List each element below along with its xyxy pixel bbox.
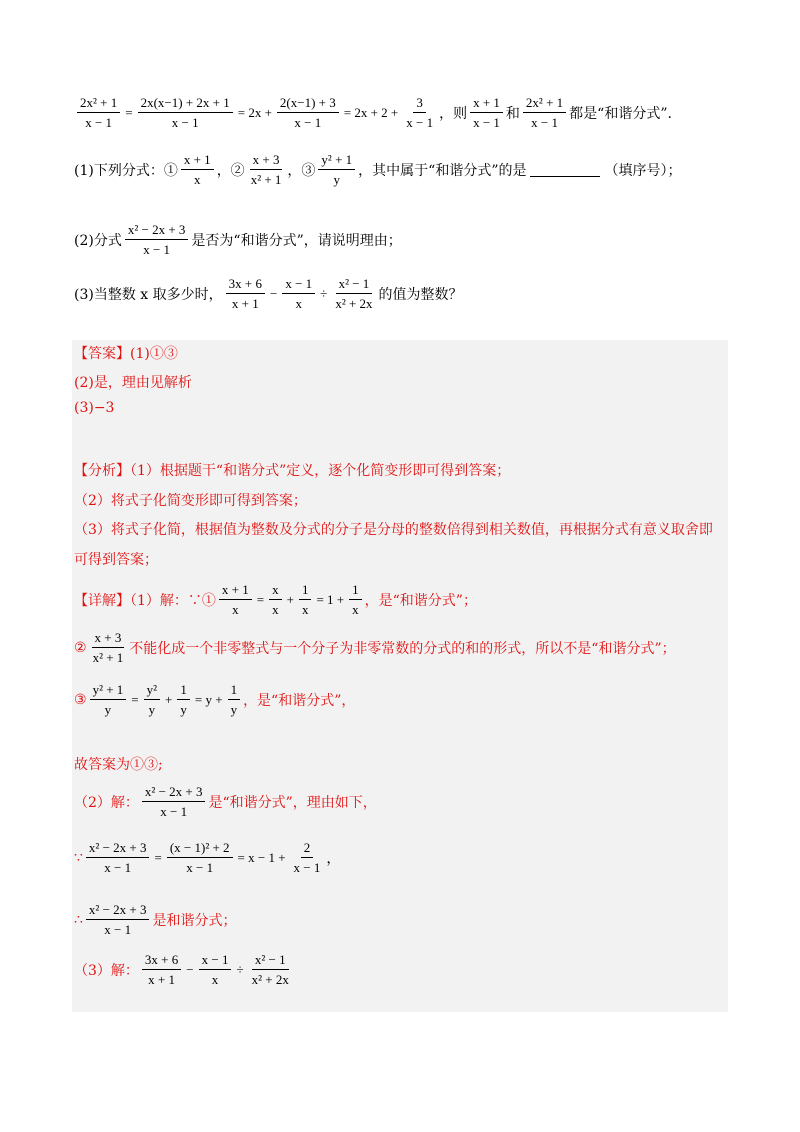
numerator: 2x(x−1) + 2x + 1 — [138, 95, 233, 113]
operator: = — [131, 691, 139, 707]
fraction — [142, 784, 206, 819]
operator: = — [125, 104, 133, 120]
fraction — [90, 630, 127, 665]
numerator: x + 1 — [219, 582, 252, 600]
denominator: x — [295, 296, 302, 311]
denominator: x + 1 — [148, 972, 176, 987]
numerator: 1 — [177, 682, 190, 700]
numerator: 3x + 6 — [142, 952, 181, 970]
numerator: x² − 2x + 3 — [125, 222, 189, 240]
numerator: 2x² + 1 — [523, 95, 566, 113]
operator: − — [269, 285, 278, 301]
denominator: y — [104, 702, 112, 717]
denominator: x − 1 — [171, 115, 199, 130]
detail-part-2 — [74, 784, 377, 819]
detail-1 — [74, 582, 477, 617]
question-text: ，③ — [287, 162, 316, 179]
numerator: x² − 1 — [252, 952, 289, 970]
denominator: x − 1 — [406, 115, 434, 130]
question-2 — [74, 222, 402, 257]
text: 和 — [505, 105, 520, 122]
question-1 — [74, 152, 681, 187]
detail-therefore — [74, 902, 236, 937]
denominator: x − 1 — [85, 115, 113, 130]
analysis-line-1: 【分析】（1）根据题干“和谐分式”定义，逐个化简变形即可得到答案； — [74, 463, 511, 479]
numerator: 2x² + 1 — [77, 95, 120, 113]
fraction — [167, 840, 233, 875]
fraction — [181, 152, 214, 187]
detail-text: 是“和谐分式”，理由如下， — [208, 794, 377, 811]
operator: = 2x + 2 + — [343, 104, 399, 120]
fraction — [219, 582, 252, 617]
fraction — [332, 276, 375, 311]
fraction — [125, 222, 189, 257]
numerator: 1 — [228, 682, 241, 700]
fraction — [90, 682, 127, 717]
denominator: x — [232, 602, 239, 617]
operator: = — [154, 849, 162, 865]
fraction — [291, 840, 324, 875]
numerator: y² — [144, 682, 160, 700]
numerator: x² − 1 — [336, 276, 373, 294]
operator: ÷ — [320, 285, 328, 301]
denominator: x — [301, 602, 309, 617]
denominator: x − 1 — [143, 242, 171, 257]
fraction — [142, 952, 181, 987]
detail-conclusion: 故答案为①③; — [74, 757, 163, 773]
question-text: (2)分式 — [74, 232, 122, 249]
detail-2 — [74, 630, 676, 665]
denominator: x² + 1 — [250, 172, 282, 187]
denominator: x − 1 — [160, 804, 188, 819]
fraction — [349, 582, 362, 617]
numerator: 1 — [349, 582, 362, 600]
denominator: y — [230, 702, 238, 717]
question-text: ，其中属于“和谐分式”的是 — [358, 162, 527, 179]
denominator: x − 1 — [293, 860, 321, 875]
fraction — [470, 95, 503, 130]
fraction — [199, 952, 232, 987]
denominator: x — [194, 172, 201, 187]
question-text: ，② — [216, 162, 245, 179]
numerator: x² − 2x + 3 — [142, 784, 206, 802]
numerator: x² − 2x + 3 — [86, 840, 150, 858]
detail-part-3 — [74, 952, 295, 987]
text: ，则 — [439, 105, 468, 122]
numerator: x + 1 — [181, 152, 214, 170]
detail-text: ③ — [74, 691, 87, 708]
fraction — [282, 276, 315, 311]
operator: = 2x + — [237, 104, 272, 120]
denominator: x — [272, 602, 279, 617]
fraction — [523, 95, 566, 130]
denominator: x — [352, 602, 359, 617]
denominator: x − 1 — [473, 115, 500, 130]
denominator: y — [148, 702, 156, 717]
denominator: y — [333, 172, 341, 187]
question-text: 的值为整数？ — [378, 286, 463, 303]
fraction — [86, 902, 150, 937]
detail-3 — [74, 682, 355, 717]
answer-line-2: (2)是，理由见解析 — [74, 375, 192, 391]
numerator: y² + 1 — [90, 682, 127, 700]
therefore-symbol: ∴ — [74, 911, 83, 928]
detail-text: ，是“和谐分式”， — [243, 692, 356, 709]
question-text: 是否为“和谐分式”，请说明理由； — [191, 232, 402, 249]
since-symbol: ∵ — [74, 849, 83, 866]
question-3 — [74, 276, 463, 311]
fraction — [277, 95, 339, 130]
denominator: x − 1 — [186, 860, 214, 875]
denominator: x − 1 — [104, 860, 132, 875]
operator: = x − 1 + — [237, 849, 286, 865]
numerator: (x − 1)² + 2 — [167, 840, 233, 858]
question-text: (1)下列分式：① — [74, 162, 178, 179]
operator: + — [286, 591, 294, 607]
numerator: 2(x−1) + 3 — [277, 95, 339, 113]
denominator: x² + 1 — [92, 650, 124, 665]
fraction — [248, 152, 285, 187]
answer-line-3: (3)−3 — [74, 400, 115, 416]
fraction — [249, 952, 292, 987]
analysis-line-4: 可得到答案； — [74, 552, 158, 568]
fraction — [144, 682, 160, 717]
question-text: (3)当整数 x 取多少时， — [74, 286, 223, 303]
analysis-line-3: （3）将式子化简，根据值为整数及分式的分子是分母的整数倍得到相关数值，再根据分式有意义取舍即 — [74, 522, 713, 538]
numerator: x² − 2x + 3 — [86, 902, 150, 920]
operator: + — [165, 691, 173, 707]
detail-text: 不能化成一个非零整式与一个分子为非零常数的分式的和的形式，所以不是“和谐分式”； — [129, 640, 676, 657]
numerator: x + 1 — [470, 95, 503, 113]
numerator: y² + 1 — [318, 152, 355, 170]
denominator: x² + 2x — [335, 296, 373, 311]
numerator: x + 3 — [250, 152, 283, 170]
detail-text: （2）解： — [74, 794, 139, 811]
operator: = y + — [194, 691, 223, 707]
numerator: x — [269, 582, 282, 600]
detail-since — [74, 840, 340, 875]
fraction — [269, 582, 282, 617]
detail-text: 是和谐分式； — [152, 912, 237, 929]
operator: ÷ — [236, 961, 244, 977]
question-text: （填序号）； — [604, 162, 682, 179]
fraction — [77, 95, 120, 130]
denominator: x² + 2x — [251, 972, 289, 987]
detail-text: 【详解】（1）解：∵① — [74, 592, 216, 609]
numerator: x + 3 — [92, 630, 125, 648]
denominator: x − 1 — [531, 115, 558, 130]
fraction — [403, 95, 436, 130]
numerator: 3x + 6 — [226, 276, 265, 294]
detail-text: （3）解： — [74, 962, 139, 979]
fraction — [86, 840, 150, 875]
denominator: x — [211, 972, 219, 987]
detail-text: ，是“和谐分式”； — [364, 592, 477, 609]
numerator: 1 — [299, 582, 312, 600]
operator: = 1 + — [316, 591, 345, 607]
denominator: y — [180, 702, 187, 717]
detail-text: ② — [74, 639, 87, 656]
numerator: 3 — [413, 95, 426, 113]
denominator: x − 1 — [294, 115, 322, 130]
operator: = — [256, 591, 265, 607]
fraction — [177, 682, 190, 717]
intro-equation — [74, 95, 672, 130]
fraction — [318, 152, 355, 187]
analysis-line-2: （2）将式子化简变形即可得到答案； — [74, 493, 307, 509]
text: 都是“和谐分式”. — [569, 105, 672, 122]
fraction — [226, 276, 265, 311]
numerator: x − 1 — [282, 276, 315, 294]
fraction — [138, 95, 233, 130]
answer-line-1: 【答案】(1)①③ — [74, 346, 178, 362]
fraction — [228, 682, 241, 717]
numerator: x − 1 — [199, 952, 232, 970]
operator: − — [186, 961, 194, 977]
answer-blank[interactable] — [530, 162, 600, 177]
fraction — [299, 582, 312, 617]
detail-text: ， — [326, 850, 341, 867]
numerator: 2 — [301, 840, 314, 858]
denominator: x − 1 — [104, 922, 132, 937]
denominator: x + 1 — [231, 296, 259, 311]
